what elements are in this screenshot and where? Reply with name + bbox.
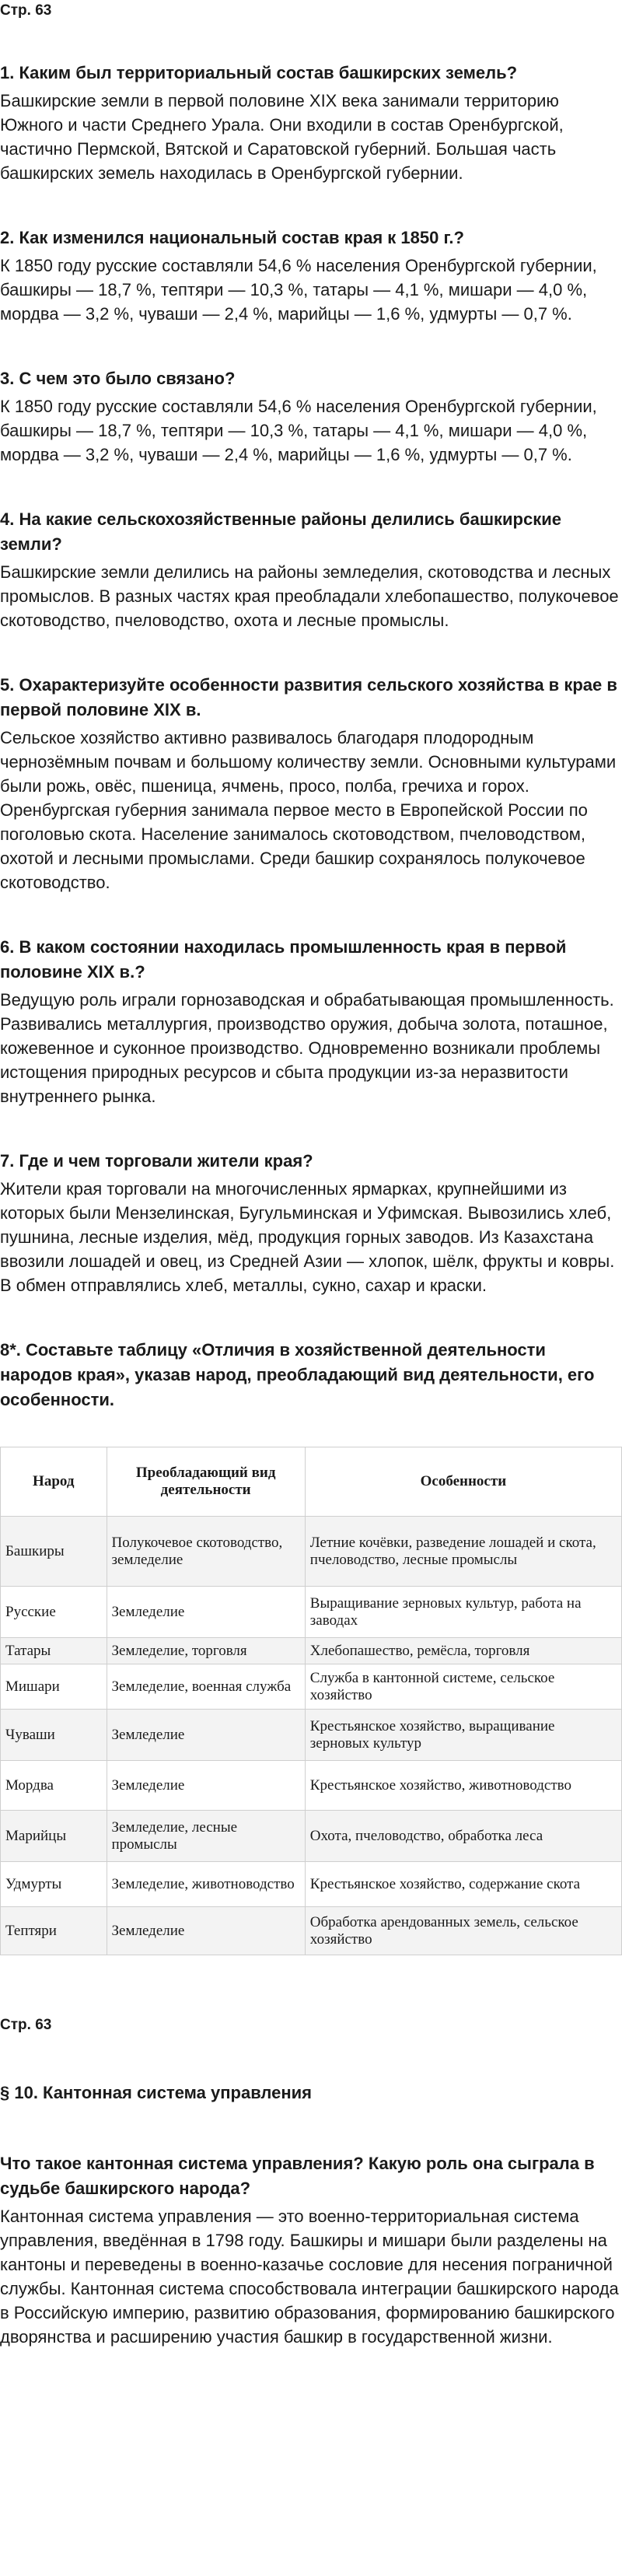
activity-table-wrap	[0, 1412, 622, 1955]
table-row	[1, 1664, 622, 1710]
table-cell: Тептяри	[1, 1907, 107, 1955]
answer-text: Жители края торговали на многочисленных ярмарках, крупнейшими из которых были Мензелинская, Бугульминская и Уфимская. Вывозились хлеб, пушнина, лесные изделия, мёд, продукция горных заводов. Из Казахстана ввозили лошадей и овец, из Средней Азии — хлопок, шёлк, фрукты и ковры. В обмен отправлялись хлеб, металлы, сукно, сахар и краски.	[0, 1179, 615, 1295]
qa-item-2	[0, 226, 622, 326]
activity-table	[0, 1447, 622, 1955]
answer-text: Башкирские земли делились на районы земледелия, скотоводства и лесных промыслов. В разных частях края преобладали хлебопашество, полукочевое скотоводство, пчеловодство, охота и лесные промыслы.	[0, 562, 619, 630]
answer-text: К 1850 году русские составляли 54,6 % населения Оренбургской губернии, башкиры — 18,7 %, тептяри — 10,3 %, татары — 4,1 %, мишари — 4,0 %, мордва — 3,2 %, чуваши — 2,4 %, марийцы — 1,6 %, удмурты — 0,7 %.	[0, 397, 597, 464]
question-text: 7. Где и чем торговали жители края?	[0, 1151, 313, 1171]
answer-text: К 1850 году русские составляли 54,6 % населения Оренбургской губернии, башкиры — 18,7 %, тептяри — 10,3 %, татары — 4,1 %, мишари — 4,0 %, мордва — 3,2 %, чуваши — 2,4 %, марийцы — 1,6 %, удмурты — 0,7 %.	[0, 256, 597, 324]
table-cell: Земледелие	[107, 1907, 305, 1955]
table-cell: Служба в кантонной системе, сельское хозяйство	[305, 1664, 621, 1710]
qa-item-8	[0, 1338, 622, 1412]
table-cell: Полукочевое скотоводство, земледелие	[107, 1517, 305, 1587]
qa-item-1	[0, 61, 622, 185]
table-row	[1, 1710, 622, 1761]
table-cell: Земледелие	[107, 1710, 305, 1761]
table-cell: Марийцы	[1, 1811, 107, 1862]
table-cell: Мордва	[1, 1761, 107, 1811]
section-title: § 10. Кантонная система управления	[0, 2083, 312, 2102]
page-label: Стр. 63	[0, 2017, 52, 2033]
question-text: 6. В каком состоянии находилась промышленность края в первой половине XIX в.?	[0, 937, 567, 982]
table-cell: Крестьянское хозяйство, содержание скота	[305, 1862, 621, 1907]
table-cell: Русские	[1, 1587, 107, 1638]
page-label: Стр. 63	[0, 2, 52, 19]
table-row	[1, 1811, 622, 1862]
table-cell: Крестьянское хозяйство, выращивание зерновых культур	[305, 1710, 621, 1761]
table-row	[1, 1517, 622, 1587]
table-cell: Земледелие	[107, 1587, 305, 1638]
table-cell: Удмурты	[1, 1862, 107, 1907]
table-cell: Крестьянское хозяйство, животноводство	[305, 1761, 621, 1811]
table-cell: Земледелие, торговля	[107, 1638, 305, 1664]
table-cell: Земледелие, животноводство	[107, 1862, 305, 1907]
table-header-cell: Народ	[1, 1447, 107, 1517]
qa-item-6	[0, 935, 622, 1108]
answer-text: Кантонная система управления — это военно-территориальная система управления, введённая в 1798 году. Башкиры и мишари были разделены на кантоны и переведены в военно-казачье сословие для несения пограничной службы. Кантонная система способствовала интеграции башкирского народа в Российскую империю, развитию образования, формированию башкирского дворянства и расширению участия башкир в государственной жизни.	[0, 2207, 619, 2347]
table-cell: Обработка арендованных земель, сельское хозяйство	[305, 1907, 621, 1955]
qa-item-3	[0, 366, 622, 467]
table-cell: Летние кочёвки, разведение лошадей и скота, пчеловодство, лесные промыслы	[305, 1517, 621, 1587]
table-cell: Земледелие, военная служба	[107, 1664, 305, 1710]
table-cell: Хлебопашество, ремёсла, торговля	[305, 1638, 621, 1664]
question-text: 3. С чем это было связано?	[0, 369, 236, 388]
table-header-cell: Особенности	[305, 1447, 621, 1517]
qa-item-4	[0, 507, 622, 632]
table-cell: Мишари	[1, 1664, 107, 1710]
table-header-cell: Преобладающий вид деятельности	[107, 1447, 305, 1517]
table-row	[1, 1638, 622, 1664]
table-header-row	[1, 1447, 622, 1517]
table-cell: Чуваши	[1, 1710, 107, 1761]
table-cell: Земледелие	[107, 1761, 305, 1811]
table-cell: Земледелие, лесные промыслы	[107, 1811, 305, 1862]
table-cell: Выращивание зерновых культур, работа на заводах	[305, 1587, 621, 1638]
question-text: 4. На какие сельскохозяйственные районы делились башкирские земли?	[0, 509, 562, 554]
table-row	[1, 1761, 622, 1811]
question-text: Что такое кантонная система управления? Какую роль она сыграла в судьбе башкирского народа?	[0, 2154, 595, 2198]
table-cell: Охота, пчеловодство, обработка леса	[305, 1811, 621, 1862]
qa-item-5	[0, 673, 622, 894]
question-text: 5. Охарактеризуйте особенности развития сельского хозяйства в крае в первой половине XIX в.	[0, 675, 617, 719]
table-cell: Татары	[1, 1638, 107, 1664]
answer-text: Сельское хозяйство активно развивалось благодаря плодородным чернозёмным почвам и большому количеству земли. Основными культурами были рожь, овёс, пшеница, ячмень, просо, полба, гречиха и горох. Оренбургская губерния занимала первое место в Европейской России по поголовью скота. Население занималось скотоводством, пчеловодством, охотой и лесными промыслами. Среди башкир сохранялось полукочевое скотоводство.	[0, 728, 617, 892]
qa-item-7	[0, 1149, 622, 1297]
table-row	[1, 1587, 622, 1638]
question-text: 1. Каким был территориальный состав башкирских земель?	[0, 63, 518, 82]
question-text: 8*. Составьте таблицу «Отличия в хозяйственной деятельности народов края», указав народ, преобладающий вид деятельности, его особенности.	[0, 1340, 595, 1409]
question-text: 2. Как изменился национальный состав края к 1850 г.?	[0, 228, 464, 247]
table-row	[1, 1907, 622, 1955]
answer-text: Ведущую роль играли горнозаводская и обрабатывающая промышленность. Развивались металлургия, производство оружия, добыча золота, поташное, кожевенное и суконное производство. Одновременно возникали проблемы истощения природных ресурсов и сбыта продукции из-за неразвитости внутреннего рынка.	[0, 990, 614, 1106]
table-row	[1, 1862, 622, 1907]
qa-item-final	[0, 2151, 622, 2349]
answer-text: Башкирские земли в первой половине XIX века занимали территорию Южного и части Среднего Урала. Они входили в состав Оренбургской, частично Пермской, Вятской и Саратовской губерний. Большая часть башкирских земель находилась в Оренбургской губернии.	[0, 91, 564, 183]
table-cell: Башкиры	[1, 1517, 107, 1587]
